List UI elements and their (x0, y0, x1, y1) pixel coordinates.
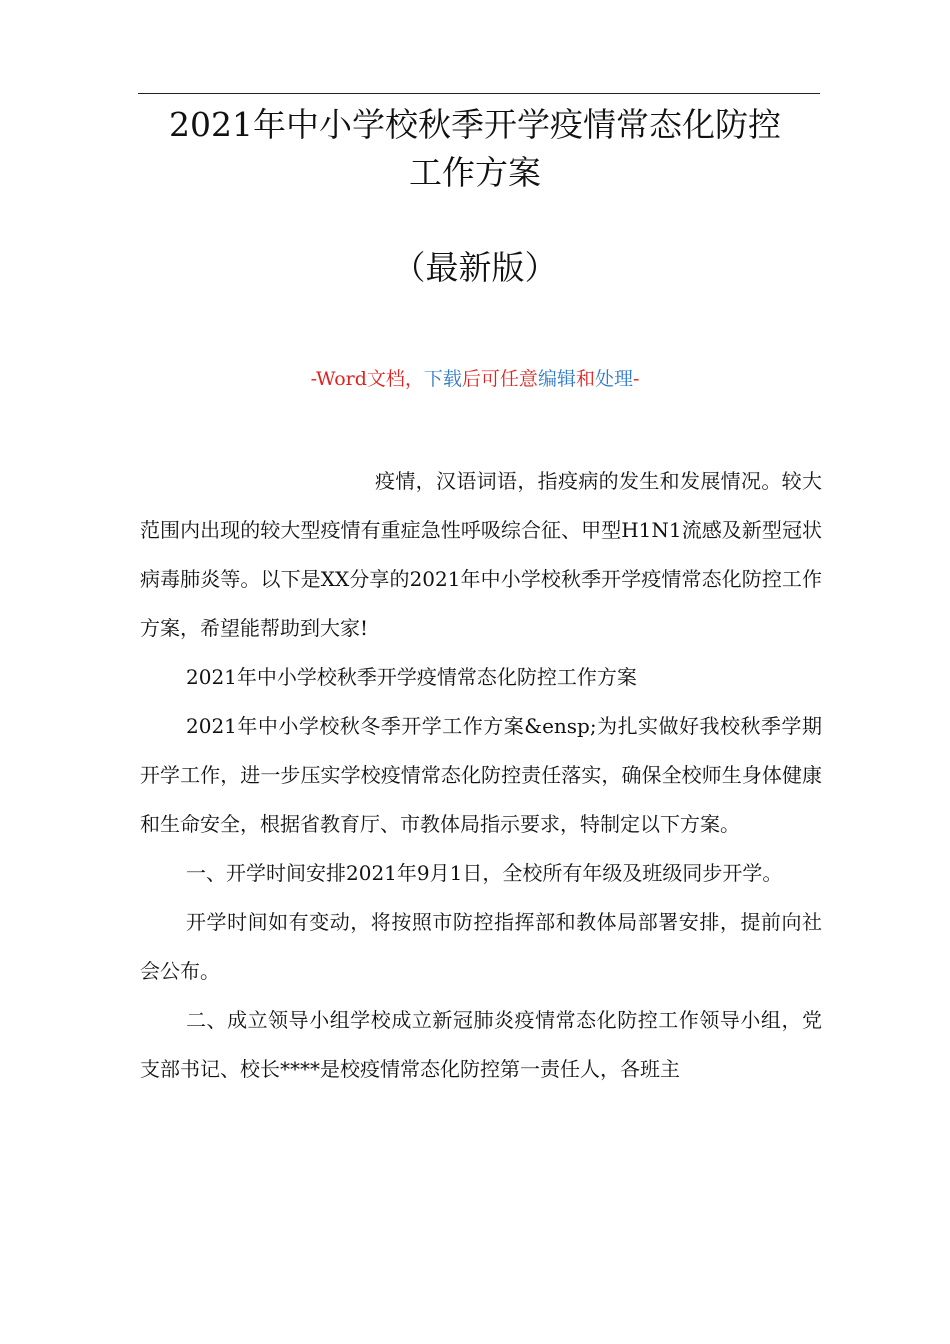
document-title-line1: 2021年中小学校秋季开学疫情常态化防控 (169, 105, 781, 144)
paragraph-intro: 疫情，汉语词语，指疫病的发生和发展情况。较大范围内出现的较大型疫情有重症急性呼吸综合征、甲型H1N1流感及新型冠状病毒肺炎等。以下是XX分享的2021年中小学校秋季开学疫情常态化防控工作方案，希望能帮助到大家! (140, 469, 822, 640)
paragraph-purpose: 2021年中小学校秋冬季开学工作方案&ensp;为扎实做好我校秋季学期开学工作，进一步压实学校疫情常态化防控责任落实，确保全校师生身体健康和生命安全，根据省教育厅、市教体局指示要求，特制定以下方案。 (140, 714, 822, 836)
banner-part6: 处理 (594, 368, 633, 390)
header-rule (138, 93, 820, 94)
document-body (140, 457, 822, 1094)
paragraph-schedule-change: 开学时间如有变动，将按照市防控指挥部和教体局部署安排，提前向社会公布。 (140, 910, 822, 983)
banner-part7: - (632, 368, 640, 390)
document-title-line2: 工作方案 (409, 153, 541, 192)
editable-notice-banner (100, 364, 850, 394)
paragraph-section-2: 二、成立领导小组学校成立新冠肺炎疫情常态化防控工作领导小组，党支部书记、校长****是校疫情常态化防控第一责任人，各班主 (140, 1008, 822, 1081)
document-subtitle: （最新版） (392, 248, 558, 287)
banner-part3: 后可任意 (461, 368, 538, 390)
banner-part5: 和 (575, 368, 595, 390)
banner-part4: 编辑 (537, 368, 576, 390)
banner-part1: -Word文档， (310, 368, 424, 390)
paragraph-heading: 2021年中小学校秋季开学疫情常态化防控工作方案 (186, 665, 637, 689)
banner-part2: 下载 (423, 368, 462, 390)
paragraph-section-1: 一、开学时间安排2021年9月1日，全校所有年级及班级同步开学。 (186, 861, 783, 885)
